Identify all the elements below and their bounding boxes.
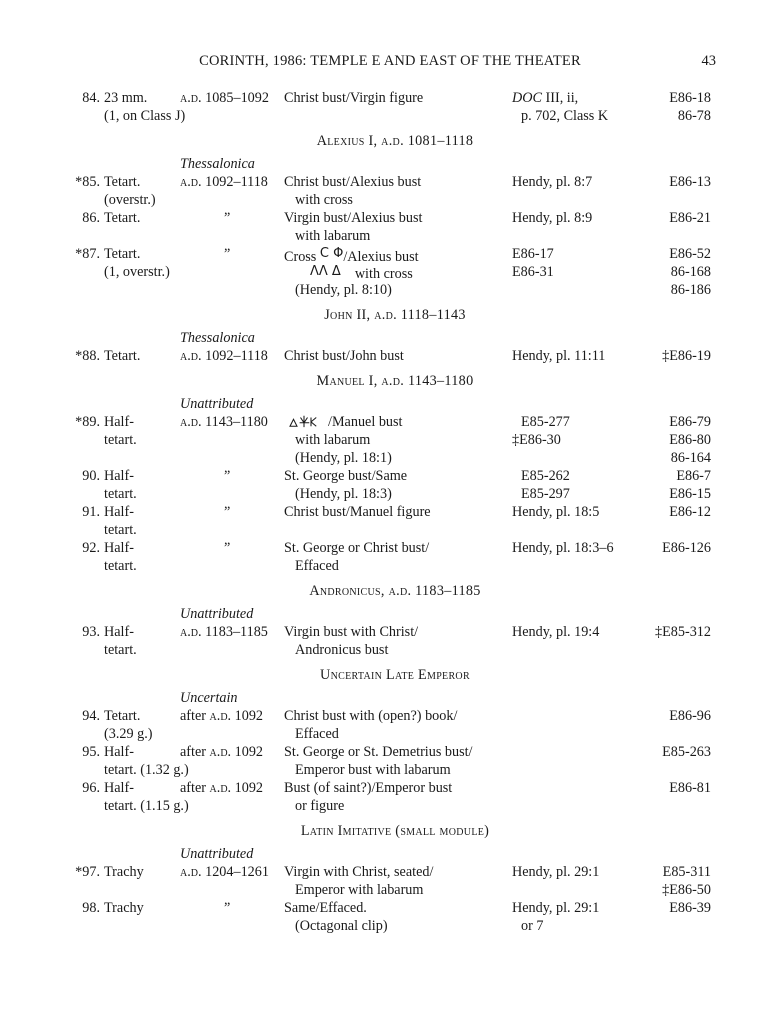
entry-line (0, 707, 780, 725)
ditto-mark: ” (224, 540, 231, 556)
denomination: Tetart. (104, 348, 141, 364)
coin-type (284, 917, 388, 935)
entry-number: 93. (82, 624, 100, 640)
type-text: St. George or St. Demetrius bust/ (284, 744, 473, 760)
reference (512, 347, 605, 365)
inventory-number: E86-12 (669, 504, 711, 520)
entry-line (0, 743, 780, 761)
entry-line (0, 449, 780, 467)
coin-type (284, 431, 370, 449)
type-text: Same/Effaced. (284, 900, 367, 916)
entry-line (0, 557, 780, 575)
type-text: Christ bust/Manuel figure (284, 504, 431, 520)
date-range (180, 173, 268, 191)
entry-line (0, 797, 780, 815)
catalogue-entry (0, 173, 780, 209)
denomination: Trachy (104, 864, 144, 880)
coin-type (284, 281, 392, 299)
catalogue-entry (0, 899, 780, 935)
inventory-number: E86-80 (669, 432, 711, 448)
coin-type (284, 467, 407, 485)
reference (512, 623, 599, 641)
entry-line (0, 227, 780, 245)
inventory-number: E86-52 (669, 246, 711, 262)
entry-number: 96. (82, 780, 100, 796)
entry-number: *88. (75, 348, 100, 364)
inventory-number: E85-263 (662, 744, 711, 760)
denomination: (overstr.) (104, 192, 156, 208)
entry-line (0, 263, 780, 281)
denomination: (3.29 g.) (104, 726, 153, 742)
coin-type (284, 89, 423, 107)
reference (512, 503, 599, 521)
monogram-letters: ΛΛ Δ (310, 264, 341, 279)
type-text: Christ bust/Virgin figure (284, 90, 424, 106)
coin-type (284, 743, 473, 761)
ditto-mark: ” (224, 246, 231, 262)
date-range (180, 413, 268, 431)
entry-line (0, 503, 780, 521)
denomination: Trachy (104, 900, 144, 916)
type-text: Cross (284, 249, 320, 265)
inventory-number: ‡E85-312 (655, 624, 711, 640)
catalogue-entry (0, 347, 780, 365)
date-era: a.d. (180, 348, 202, 364)
denomination: Half- (104, 504, 134, 520)
catalogue-entry (0, 89, 780, 125)
catalogue-entry (0, 245, 780, 299)
catalogue-entry (0, 413, 780, 467)
catalogue-entry (0, 743, 780, 779)
inventory-number: E86-21 (669, 210, 711, 226)
reference-text: Hendy, pl. 29:1 (512, 864, 600, 880)
entry-line (0, 431, 780, 449)
entry-line (0, 347, 780, 365)
inventory-number: E85-311 (662, 864, 711, 880)
page-header (0, 52, 780, 72)
ditto-mark: ” (224, 900, 231, 916)
date-years: 1092–1118 (201, 174, 268, 190)
reference (512, 863, 599, 881)
entry-line (0, 641, 780, 659)
date-era: a.d. (180, 864, 202, 880)
entry-number: 84. (82, 90, 100, 106)
reference (512, 173, 592, 191)
date-era: a.d. (180, 414, 202, 430)
coin-type (284, 623, 418, 641)
coin-type (284, 263, 413, 283)
type-text: Emperor bust with labarum (295, 762, 451, 778)
type-text: (Hendy, pl. 8:10) (295, 282, 392, 298)
date-years: 1092–1118 (201, 348, 268, 364)
denomination: Half- (104, 414, 134, 430)
denomination: tetart. (104, 432, 137, 448)
entry-line (0, 173, 780, 191)
running-title: CORINTH, 1986: TEMPLE E AND EAST OF THE THEATER (199, 53, 581, 69)
type-text: Virgin with Christ, seated/ (284, 864, 434, 880)
denomination: tetart. (104, 522, 137, 538)
reference (512, 539, 614, 557)
inventory-number: E86-96 (669, 708, 711, 724)
catalogue-entry (0, 209, 780, 245)
reference (512, 209, 592, 227)
entry-line (0, 881, 780, 899)
coin-type (284, 557, 339, 575)
reference-text: E85-297 (521, 486, 570, 502)
denomination: Half- (104, 780, 134, 796)
entry-number: 95. (82, 744, 100, 760)
denomination: Tetart. (104, 174, 141, 190)
section-title: Latin Imitative (small module) (300, 823, 490, 839)
coin-type (284, 413, 402, 431)
entry-line (0, 413, 780, 431)
inventory-number: E86-81 (669, 780, 711, 796)
date-era: a.d. (180, 624, 202, 640)
inventory-number: E86-18 (669, 90, 711, 106)
mint-label: Unattributed (180, 606, 254, 622)
date-range (180, 743, 263, 761)
entry-line (0, 191, 780, 209)
date-range (180, 347, 268, 365)
denomination: Tetart. (104, 246, 141, 262)
inventory-number: E86-13 (669, 174, 711, 190)
type-text: Virgin bust with Christ/ (284, 624, 419, 640)
denomination: Half- (104, 468, 134, 484)
date-era: a.d. (180, 90, 202, 106)
type-text: or figure (295, 798, 345, 814)
denomination: Tetart. (104, 210, 141, 226)
coin-type (284, 449, 392, 467)
date-years: 1092 (231, 744, 264, 760)
coin-type (284, 761, 451, 779)
catalogue-section (0, 372, 780, 413)
reference-text: Hendy, pl. 18:5 (512, 504, 600, 520)
denomination: 23 mm. (104, 90, 148, 106)
catalogue-section (0, 306, 780, 347)
entry-number: 92. (82, 540, 100, 556)
type-text: Andronicus bust (295, 642, 389, 658)
coin-type (284, 227, 370, 245)
reference-text: E86-17 (512, 246, 554, 262)
reference (512, 899, 599, 917)
monogram-letters: C Φ (319, 246, 344, 261)
type-text: St. George bust/Same (284, 468, 408, 484)
denomination: tetart. (1.15 g.) (104, 798, 189, 814)
reference (512, 413, 570, 431)
type-text: Christ bust/Alexius bust (284, 174, 422, 190)
inventory-number: 86-164 (670, 450, 711, 466)
page-number: 43 (701, 53, 716, 69)
coin-type (284, 173, 421, 191)
reference-text: E86-31 (512, 264, 554, 280)
reference (512, 917, 543, 935)
reference-text: III, ii, (541, 90, 579, 106)
type-text: (Hendy, pl. 18:1) (295, 450, 392, 466)
type-text: with cross (295, 192, 353, 208)
date-years: 1092 (231, 780, 264, 796)
date-years: 1085–1092 (201, 90, 269, 106)
type-text: St. George or Christ bust/ (284, 540, 430, 556)
coin-type (284, 863, 433, 881)
entry-number: *87. (75, 246, 100, 262)
date-range (180, 89, 269, 107)
reference-text: Hendy, pl. 11:11 (512, 348, 606, 364)
entry-line (0, 521, 780, 539)
denomination: tetart. (104, 486, 137, 502)
entry-line (0, 89, 780, 107)
reference-text: Hendy, pl. 19:4 (512, 624, 600, 640)
ditto-mark: ” (224, 468, 231, 484)
inventory-number: 86-78 (677, 108, 711, 124)
catalogue-section (0, 132, 780, 173)
coin-type (284, 725, 339, 743)
denomination: Half- (104, 744, 134, 760)
coin-type (284, 797, 344, 815)
date-range (180, 623, 268, 641)
entry-number: 94. (82, 708, 100, 724)
catalogue-entry (0, 707, 780, 743)
type-text: Christ bust with (open?) book/ (284, 708, 458, 724)
reference-text: ‡E86-30 (512, 432, 561, 448)
entry-number: *85. (75, 174, 100, 190)
catalogue-entry (0, 503, 780, 539)
mint-label: Uncertain (180, 690, 238, 706)
inventory-number: ‡E86-19 (662, 348, 711, 364)
entry-line (0, 863, 780, 881)
entry-line (0, 467, 780, 485)
catalogue-entry (0, 863, 780, 899)
reference-text: Hendy, pl. 18:3–6 (512, 540, 614, 556)
type-text: Effaced (295, 726, 339, 742)
entry-number: *89. (75, 414, 100, 430)
catalogue-section (0, 822, 780, 863)
entry-number: 86. (82, 210, 100, 226)
entry-line (0, 917, 780, 935)
type-text: (Hendy, pl. 18:3) (295, 486, 392, 502)
date-era: a.d. (180, 174, 202, 190)
reference-text: E85-277 (521, 414, 570, 430)
date-years: 1183–1185 (201, 624, 268, 640)
reference-text: or 7 (521, 918, 544, 934)
catalogue-section (0, 582, 780, 623)
denomination: tetart. (1.32 g.) (104, 762, 189, 778)
mint-label: Thessalonica (180, 156, 255, 172)
catalogue-entry (0, 623, 780, 659)
mint-label: Unattributed (180, 396, 254, 412)
inventory-number: E86-39 (669, 900, 711, 916)
entry-number: 98. (82, 900, 100, 916)
reference (512, 467, 570, 485)
reference (512, 485, 570, 503)
entry-line (0, 107, 780, 125)
date-range (180, 779, 263, 797)
reference (512, 431, 561, 449)
denomination: (1, overstr.) (104, 264, 170, 280)
denomination: (1, on Class J) (104, 108, 186, 124)
coin-type (284, 485, 392, 503)
denomination: tetart. (104, 558, 137, 574)
coin-type (284, 707, 457, 725)
date-range (180, 863, 269, 881)
date-era: a.d. (209, 708, 232, 724)
inventory-number: E86-7 (676, 468, 711, 484)
type-text: with labarum (295, 228, 371, 244)
section-title: Manuel I, a.d. 1143–1180 (316, 373, 474, 389)
catalogue-entry (0, 779, 780, 815)
denomination: Half- (104, 540, 134, 556)
coin-type (284, 539, 429, 557)
date-prefix: after (180, 780, 210, 796)
coin-type (284, 881, 423, 899)
coin-type (284, 347, 404, 365)
catalogue-entry (0, 539, 780, 575)
entry-line (0, 761, 780, 779)
date-years: 1204–1261 (201, 864, 269, 880)
type-text: Virgin bust/Alexius bust (284, 210, 423, 226)
coin-type (284, 899, 367, 917)
mint-label: Unattributed (180, 846, 254, 862)
coin-type (284, 191, 353, 209)
date-years: 1092 (231, 708, 264, 724)
coin-type (284, 641, 388, 659)
type-text: /Alexius bust (343, 249, 419, 265)
entry-line (0, 281, 780, 299)
catalogue-section (0, 666, 780, 707)
inventory-number: E86-79 (669, 414, 711, 430)
reference (512, 263, 554, 281)
denomination: Half- (104, 624, 134, 640)
date-prefix: after (180, 708, 210, 724)
section-title: John II, a.d. 1118–1143 (324, 307, 466, 323)
reference-text: Hendy, pl. 8:7 (512, 174, 593, 190)
section-title: Alexius I, a.d. 1081–1118 (316, 133, 474, 149)
reference (512, 107, 608, 125)
entry-line (0, 899, 780, 917)
reference (512, 245, 554, 263)
catalogue-entry (0, 467, 780, 503)
ditto-mark: ” (224, 210, 231, 226)
reference-text: Hendy, pl. 8:9 (512, 210, 593, 226)
section-title: Uncertain Late Emperor (320, 667, 470, 683)
reference-text: p. 702, Class K (521, 108, 609, 124)
entry-number: *97. (75, 864, 100, 880)
type-text: with cross (354, 266, 413, 282)
reference-italic: DOC (512, 90, 542, 106)
coin-type (284, 779, 452, 797)
entry-line (0, 209, 780, 227)
coin-catalogue (0, 89, 780, 935)
entry-number: 91. (82, 504, 100, 520)
type-text: Bust (of saint?)/Emperor bust (284, 780, 453, 796)
date-years: 1143–1180 (201, 414, 268, 430)
type-text: Christ bust/John bust (284, 348, 404, 364)
section-title: Andronicus, a.d. 1183–1185 (309, 583, 481, 599)
type-text: (Octagonal clip) (295, 918, 388, 934)
entry-line (0, 725, 780, 743)
coin-type (284, 503, 431, 521)
coin-type (284, 209, 422, 227)
entry-line (0, 623, 780, 641)
inventory-number: E86-15 (669, 486, 711, 502)
inventory-number: ‡E86-50 (662, 882, 711, 898)
entry-line (0, 485, 780, 503)
entry-number: 90. (82, 468, 100, 484)
entry-line (0, 779, 780, 797)
denomination: Tetart. (104, 708, 141, 724)
mint-label: Thessalonica (180, 330, 255, 346)
entry-line (0, 245, 780, 263)
monogram-icon (284, 414, 324, 428)
inventory-number: 86-186 (670, 282, 711, 298)
date-range (180, 707, 263, 725)
type-text: /Manuel bust (328, 414, 403, 430)
type-text: Effaced (295, 558, 339, 574)
type-text: with labarum (295, 432, 371, 448)
date-era: a.d. (209, 744, 232, 760)
reference-text: E85-262 (521, 468, 570, 484)
denomination: tetart. (104, 642, 137, 658)
ditto-mark: ” (224, 504, 231, 520)
inventory-number: 86-168 (670, 264, 711, 280)
inventory-number: E86-126 (662, 540, 711, 556)
date-era: a.d. (209, 780, 232, 796)
reference-text: Hendy, pl. 29:1 (512, 900, 600, 916)
date-prefix: after (180, 744, 210, 760)
type-text: Emperor with labarum (295, 882, 424, 898)
reference (512, 89, 578, 107)
entry-line (0, 539, 780, 557)
